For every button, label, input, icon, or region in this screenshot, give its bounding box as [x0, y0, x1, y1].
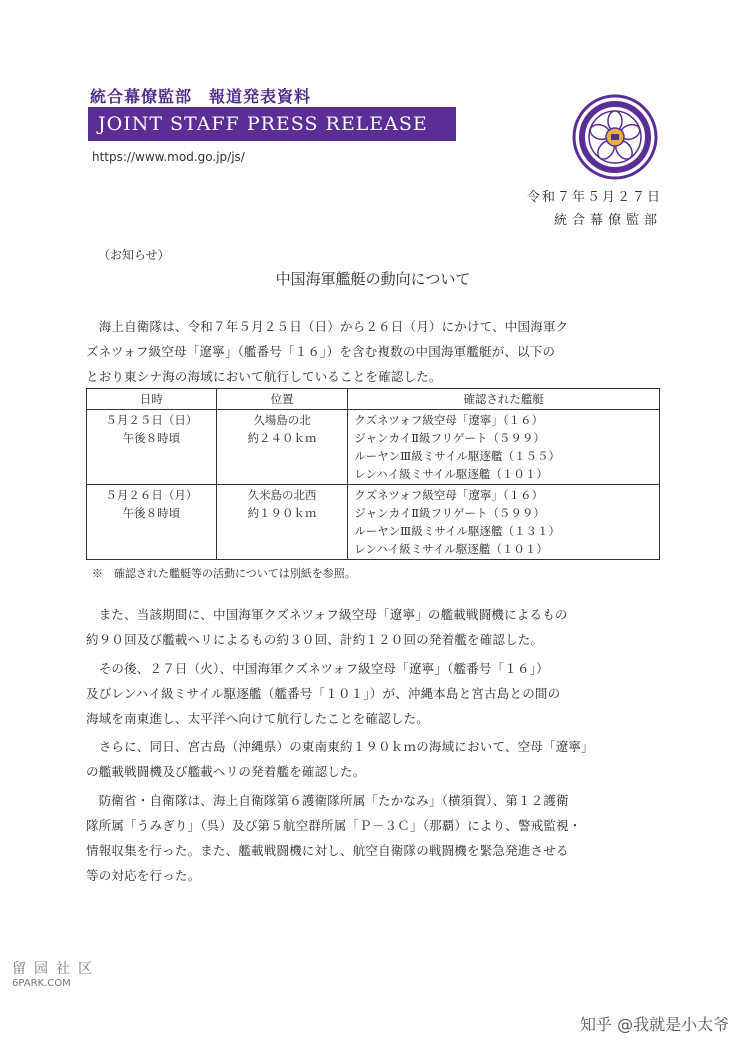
position-cell [216, 410, 347, 485]
watermark-6park-url: 6PARK.COM [12, 978, 71, 989]
paragraph-line: 約９０回及び艦載ヘリによるもの約３０回、計約１２０回の発着艦を確認した。 [86, 632, 544, 647]
ship-sightings-table [86, 388, 660, 560]
paragraph-miyako [86, 734, 660, 784]
time-text: 午後８時頃 [122, 431, 181, 445]
header-datetime: 日時 [87, 389, 217, 410]
distance-text: 約１９０ｋｍ [247, 506, 317, 520]
paragraph-response [86, 788, 660, 888]
intro-line: ズネツォフ級空母「遼寧」（艦番号「１６」）を含む複数の中国海軍艦艇が、以下の [86, 344, 556, 359]
paragraph-line: さらに、同日、宮古島（沖縄県）の東南東約１９０ｋｍの海域において、空母「遼寧」 [86, 739, 594, 754]
ship-name: クズネツォフ級空母「遼寧」（１６） [354, 413, 544, 427]
paragraph-line: 防衛省・自衛隊は、海上自衛隊第６護衛隊所属「たかなみ」（横須賀）、第１２護衛 [86, 793, 569, 808]
paragraph-line: 及びレンハイ級ミサイル駆逐艦（艦番号「１０１」）が、沖縄本島と宮古島との間の [86, 686, 561, 701]
position-text: 久米島の北西 [247, 488, 317, 502]
release-date: 令和７年５月２７日 [526, 190, 662, 205]
paragraph-line: 海域を南東進し、太平洋へ向けて航行したことを確認した。 [86, 711, 429, 726]
table-row [87, 410, 660, 485]
time-text: 午後８時頃 [122, 506, 181, 520]
date-text: ５月２５日（日） [105, 413, 198, 427]
date-text: ５月２６日（月） [105, 488, 198, 502]
table-header-row [87, 389, 660, 410]
intro-line: とおり東シナ海の海域において航行していることを確認した。 [86, 369, 442, 384]
paragraph-transit [86, 656, 660, 731]
datetime-cell [87, 410, 217, 485]
paragraph-line: の艦載戦闘機及び艦載ヘリの発着艦を確認した。 [86, 764, 366, 779]
watermark-zhihu: 知乎 @我就是小太爷 [580, 1015, 730, 1034]
notice-label: （お知らせ） [98, 248, 170, 262]
table-row [87, 485, 660, 560]
ship-name: レンハイ級ミサイル駆逐艦（１０１） [354, 467, 548, 481]
distance-text: 約２４０ｋｍ [247, 431, 317, 445]
paragraph-line: また、当該期間に、中国海軍クズネツォフ級空母「遼寧」の艦載戦闘機によるもの [86, 607, 568, 622]
joint-staff-emblem-icon [572, 94, 658, 180]
website-url[interactable]: https://www.mod.go.jp/js/ [92, 150, 245, 164]
datetime-cell [87, 485, 217, 560]
issuer: 統合幕僚監部 [553, 213, 662, 228]
position-text: 久場島の北 [253, 413, 311, 427]
position-cell [216, 485, 347, 560]
header-position: 位置 [216, 389, 347, 410]
document-heading: 中国海軍艦艇の動向について [275, 270, 471, 288]
paragraph-line: その後、２７日（火）、中国海軍クズネツォフ級空母「遼寧」（艦番号「１６」） [86, 661, 549, 676]
ships-cell [348, 410, 660, 485]
ship-name: クズネツォフ級空母「遼寧」（１６） [354, 488, 544, 502]
ship-name: ルーヤンⅢ級ミサイル駆逐艦（１５５） [354, 449, 560, 463]
paragraph-flights [86, 602, 660, 652]
ship-name: ジャンカイⅡ級フリゲート（５９９） [354, 431, 545, 445]
org-title: 統合幕僚監部 報道発表資料 [90, 87, 312, 106]
press-release-banner: JOINT STAFF PRESS RELEASE [88, 107, 456, 141]
paragraph-line: 隊所属「うみぎり」（呉）及び第５航空群所属「Ｐ－３Ｃ」（那覇）により、警戒監視・ [86, 818, 582, 833]
ship-name: レンハイ級ミサイル駆逐艦（１０１） [354, 542, 548, 556]
watermark-6park: 留园社区 [12, 961, 100, 977]
intro-paragraph [86, 314, 660, 389]
ship-name: ジャンカイⅡ級フリゲート（５９９） [354, 506, 545, 520]
ships-cell [348, 485, 660, 560]
table-note: ※ 確認された艦艇等の活動については別紙を参照。 [92, 567, 356, 580]
paragraph-line: 等の対応を行った。 [86, 868, 201, 883]
header-ships: 確認された艦艇 [348, 389, 660, 410]
ship-name: ルーヤンⅢ級ミサイル駆逐艦（１３１） [354, 524, 560, 538]
intro-line: 海上自衛隊は、令和７年５月２５日（日）から２６日（月）にかけて、中国海軍ク [86, 319, 569, 334]
paragraph-line: 情報収集を行った。また、艦載戦闘機に対し、航空自衛隊の戦闘機を緊急発進させる [86, 843, 569, 858]
